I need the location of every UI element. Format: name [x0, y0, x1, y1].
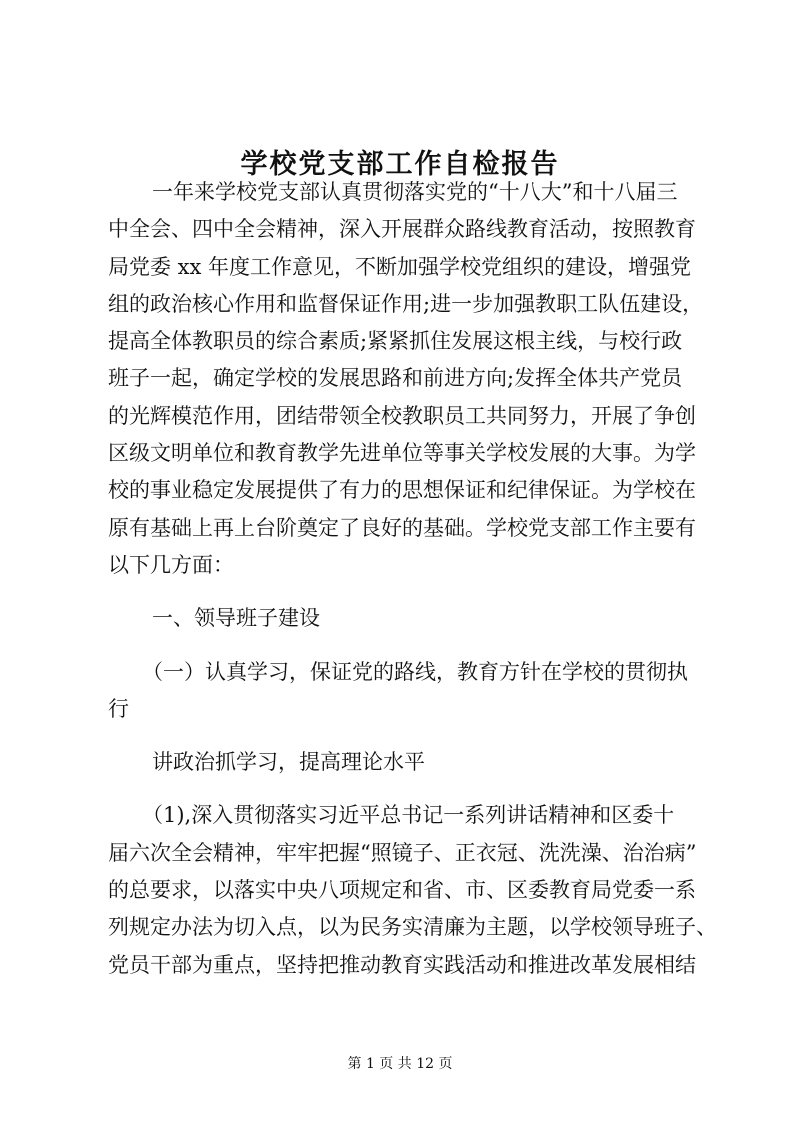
paragraph-line: 届六次全会精神，牢牢把握“照镜子、正衣冠、洗洗澡、治治病” — [108, 840, 697, 865]
paragraph-line: 提高全体教职员的综合素质;紧紧抓住发展这根主线，与校行政 — [108, 329, 683, 354]
document-title: 学校党支部工作自检报告 — [240, 149, 560, 180]
paragraph-line: 的总要求，以落实中央八项规定和省、市、区委教育局党委一系 — [108, 878, 696, 903]
paragraph-line: （1),深入贯彻落实习近平总书记一系列讲话精神和区委十 — [142, 803, 675, 828]
subsection-heading: （一）认真学习，保证党的路线，教育方针在学校的贯彻执 — [142, 659, 688, 684]
subsection-title: 讲政治抓学习，提高理论水平 — [152, 750, 425, 775]
paragraph-line: 以下几方面： — [108, 552, 234, 577]
paragraph-line: 校的事业稳定发展提供了有力的思想保证和纪律保证。为学校在 — [108, 478, 696, 503]
section-heading: 一、领导班子建设 — [152, 606, 320, 631]
document-body — [108, 174, 717, 984]
paragraph-line: 区级文明单位和教育教学先进单位等事关学校发展的大事。为学 — [108, 441, 696, 466]
subsection-heading-cont: 行 — [108, 696, 129, 721]
paragraph-line: 组的政治核心作用和监督保证作用;进一步加强教职工队伍建设， — [108, 291, 704, 316]
paragraph-line: 局党委 xx 年度工作意见，不断加强学校党组织的建设，增强党 — [108, 254, 692, 279]
paragraph-line: 中全会、四中全会精神，深入开展群众路线教育活动，按照教育 — [108, 217, 696, 242]
paragraph-line: 列规定办法为切入点，以为民务实清廉为主题，以学校领导班子、 — [108, 915, 717, 940]
paragraph-line: 班子一起，确定学校的发展思路和前进方向;发挥全体共产党员 — [108, 366, 683, 391]
paragraph-line: 一年来学校党支部认真贯彻落实党的“十八大”和十八届三 — [152, 180, 678, 204]
paragraph-line: 原有基础上再上台阶奠定了良好的基础。学校党支部工作主要有 — [108, 515, 696, 540]
paragraph-line: 党员干部为重点，坚持把推动教育实践活动和推进改革发展相结 — [108, 952, 696, 977]
page-footer: 第 1 页 共 12 页 — [347, 1056, 453, 1072]
paragraph-line: 的光辉模范作用，团结带领全校教职员工共同努力，开展了争创 — [108, 403, 696, 428]
